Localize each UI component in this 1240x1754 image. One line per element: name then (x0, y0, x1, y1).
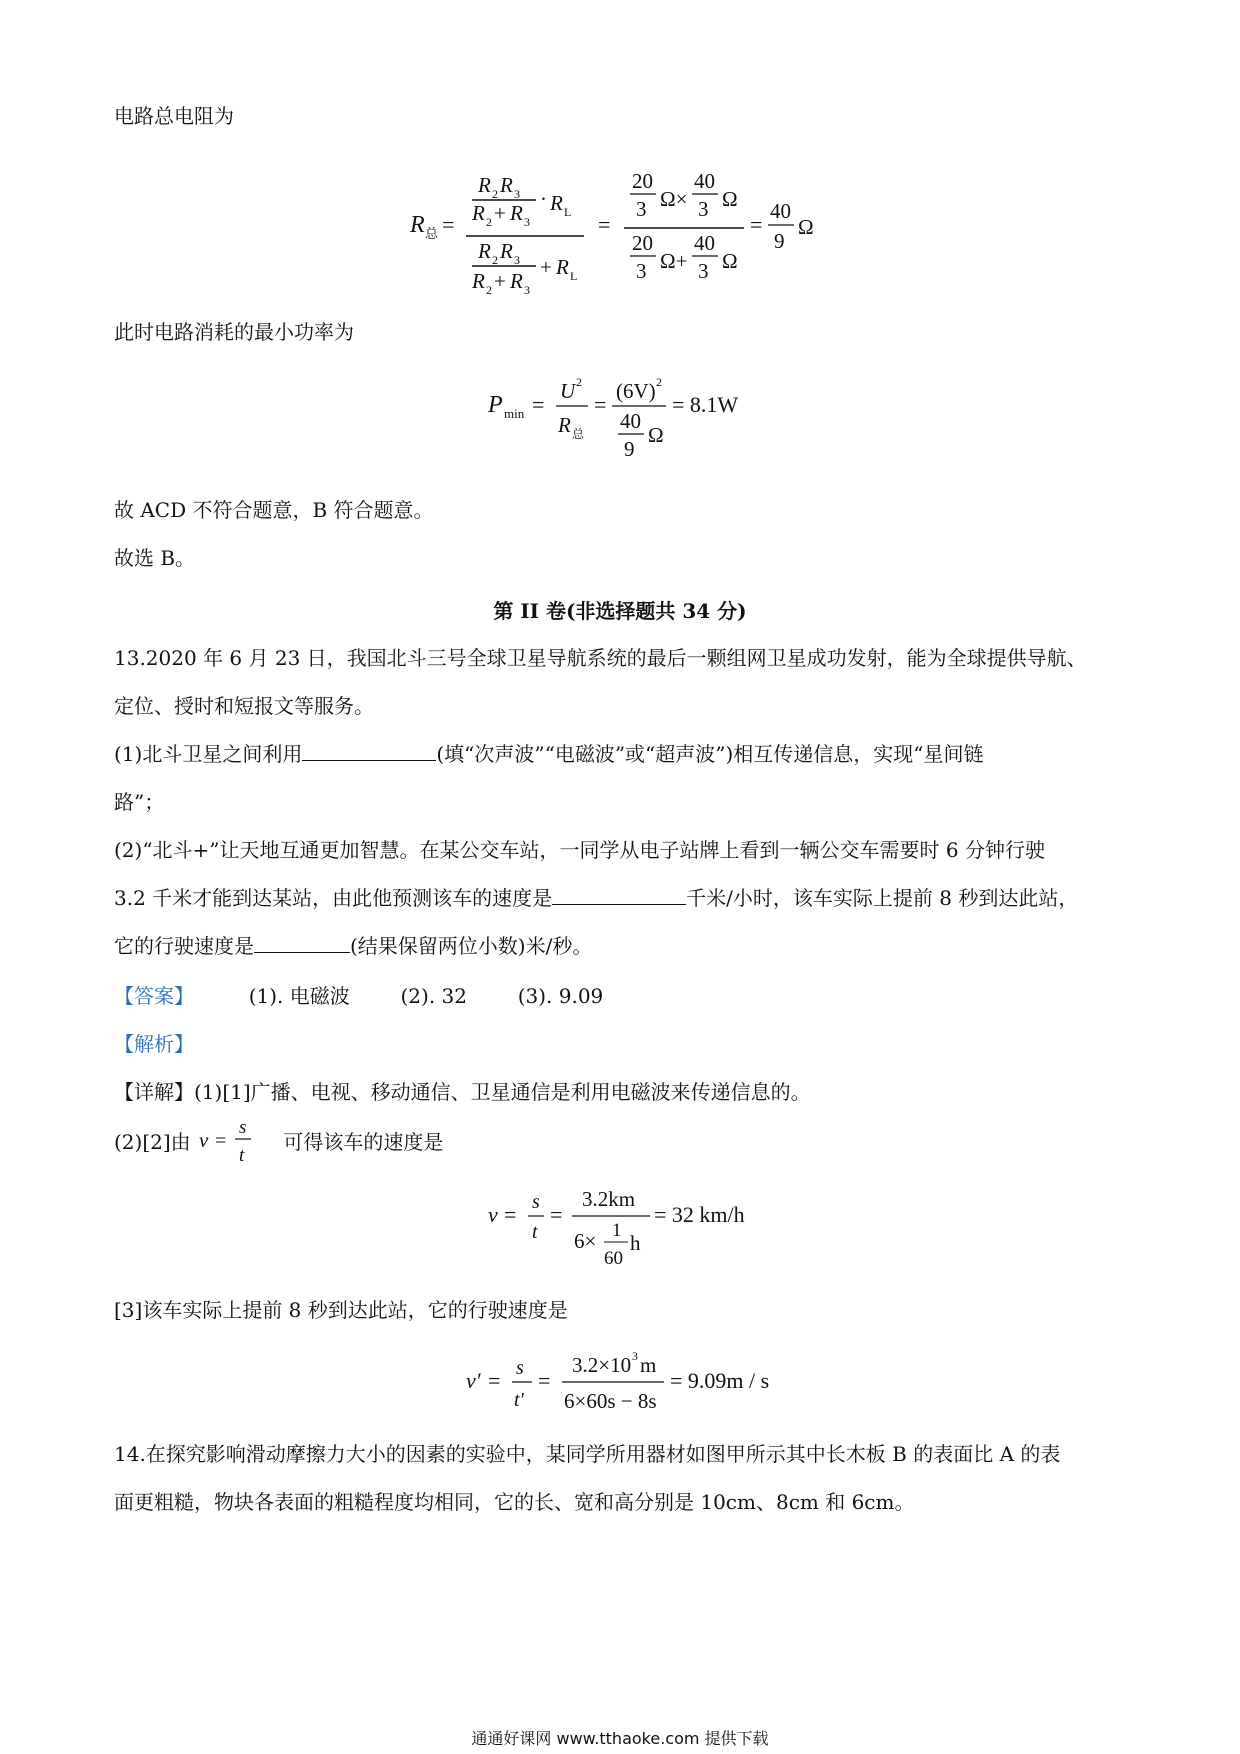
detail-2-text-a: (2)[2]由 (114, 1130, 191, 1154)
svg-text:t: t (239, 1144, 245, 1166)
svg-text:=: = (442, 212, 455, 237)
svg-text:= 32 km/h: = 32 km/h (654, 1202, 745, 1227)
svg-text:R: R (510, 201, 523, 225)
svg-text:6×: 6× (574, 1229, 597, 1253)
svg-text:R: R (500, 239, 513, 263)
formula-min-power (488, 372, 768, 476)
svg-text:v′: v′ (466, 1368, 481, 1393)
svg-text:R: R (472, 201, 485, 225)
svg-text:=: = (594, 392, 607, 417)
svg-text:40: 40 (770, 199, 791, 223)
svg-text:R: R (556, 255, 569, 279)
svg-text:R: R (472, 269, 485, 293)
answer-label: 【答案】 (114, 984, 194, 1008)
svg-text:R: R (550, 191, 563, 215)
q13-intro-a: 13.2020 年 6 月 23 日，我国北斗三号全球卫星导航系统的最后一颗组网卫星成功发射，能为全球提供导航、 (114, 646, 1087, 670)
text-choice: 故选 B。 (114, 546, 196, 570)
svg-text:总: 总 (425, 226, 439, 241)
q14-line-a: 14.在探究影响滑动摩擦力大小的因素的实验中，某同学所用器材如图甲所示其中长木板 B 的表面比 A 的表 (114, 1442, 1061, 1466)
svg-text:=: = (750, 212, 763, 237)
svg-text:40: 40 (620, 409, 641, 433)
svg-text:=: = (532, 392, 545, 417)
inline-formula-v (197, 1116, 277, 1166)
svg-text:=: = (598, 212, 611, 237)
svg-text:L: L (564, 205, 572, 219)
q13-part1-c: 路”； (114, 790, 165, 814)
q13-part2-b (114, 884, 1078, 912)
svg-text:2: 2 (492, 253, 498, 267)
answer-row (114, 982, 603, 1010)
svg-text:Ω×: Ω× (660, 187, 688, 211)
svg-text:R: R (410, 212, 425, 238)
svg-text:3: 3 (698, 197, 709, 221)
detail-label: 【详解】 (114, 1080, 194, 1104)
svg-text:s: s (239, 1116, 247, 1138)
footer-source: 通通好课网 www.tthaoke.com 提供下载 (471, 1729, 769, 1748)
svg-text:U: U (560, 379, 576, 403)
svg-text:=: = (538, 1368, 551, 1393)
svg-text:3: 3 (632, 1349, 638, 1363)
svg-text:60: 60 (604, 1248, 623, 1269)
svg-text:=: = (488, 1368, 501, 1393)
q13-part2-c (114, 932, 592, 960)
svg-text:R: R (478, 239, 491, 263)
svg-text:s: s (516, 1357, 524, 1379)
q13-part2-b-text-1: 3.2 千米才能到达某站，由此他预测该车的速度是 (114, 886, 553, 910)
svg-text:20: 20 (632, 169, 653, 193)
svg-text:=: = (215, 1129, 227, 1152)
svg-text:=: = (504, 1202, 517, 1227)
svg-text:3.2×10: 3.2×10 (572, 1353, 632, 1377)
svg-text:2: 2 (486, 283, 492, 297)
svg-text:h: h (630, 1231, 641, 1255)
svg-text:2: 2 (656, 375, 662, 389)
answer-3: (3). 9.09 (517, 984, 604, 1008)
svg-text:·: · (540, 187, 547, 211)
q13-intro-b: 定位、授时和短报文等服务。 (114, 694, 374, 718)
svg-text:3: 3 (514, 253, 520, 267)
svg-text:1: 1 (612, 1220, 622, 1241)
svg-text:Ω: Ω (722, 187, 738, 211)
svg-text:min: min (504, 406, 525, 421)
svg-text:3: 3 (514, 187, 520, 201)
text-total-resistance: 电路总电阻为 (114, 104, 234, 128)
detail-1: (1)[1]广播、电视、移动通信、卫星通信是利用电磁波来传递信息的。 (194, 1080, 811, 1104)
svg-text:3: 3 (636, 197, 647, 221)
svg-text:2: 2 (492, 187, 498, 201)
svg-text:R: R (500, 173, 513, 197)
svg-text:= 9.09m / s: = 9.09m / s (670, 1368, 770, 1393)
text-min-power: 此时电路消耗的最小功率为 (114, 320, 354, 344)
svg-text:(6V): (6V) (616, 379, 656, 403)
q13-part2-b-text-2: 千米/小时，该车实际上提前 8 秒到达此站， (686, 886, 1079, 910)
svg-text:3: 3 (698, 259, 709, 283)
svg-text:+: + (494, 201, 506, 225)
svg-text:40: 40 (694, 231, 715, 255)
q13-blank-2[interactable] (552, 884, 686, 905)
svg-text:3.2km: 3.2km (582, 1187, 636, 1211)
svg-text:Ω: Ω (722, 249, 738, 273)
svg-text:v: v (488, 1202, 498, 1227)
svg-text:总: 总 (572, 427, 585, 441)
formula-velocity (488, 1186, 788, 1290)
detail-line-2 (114, 1116, 444, 1166)
q13-part2-c-text-1: 它的行驶速度是 (114, 934, 254, 958)
svg-text:Ω+: Ω+ (660, 249, 688, 273)
formula-actual-velocity (466, 1348, 796, 1432)
svg-text:= 8.1W: = 8.1W (672, 392, 739, 417)
svg-text:2: 2 (486, 215, 492, 229)
svg-text:P: P (488, 392, 503, 418)
formula-total-resistance (410, 158, 830, 302)
svg-text:+: + (494, 269, 506, 293)
svg-text:9: 9 (624, 437, 635, 461)
svg-text:+: + (540, 255, 552, 279)
detail-line-1 (114, 1078, 811, 1106)
svg-text:R: R (558, 413, 571, 437)
q13-blank-3[interactable] (254, 932, 350, 953)
answer-2: (2). 32 (400, 984, 467, 1008)
svg-text:Ω: Ω (798, 215, 814, 239)
q13-part1-text-b: (填“次声波”“电磁波”或“超声波”)相互传递信息，实现“星间链 (436, 742, 984, 766)
answer-1: (1). 电磁波 (248, 984, 350, 1008)
analysis-label: 【解析】 (114, 1032, 194, 1056)
q13-blank-1[interactable] (302, 740, 436, 761)
svg-text:3: 3 (524, 283, 530, 297)
svg-text:9: 9 (774, 229, 785, 253)
svg-text:3: 3 (524, 215, 530, 229)
svg-text:s: s (532, 1191, 540, 1213)
svg-text:m: m (640, 1353, 657, 1377)
q14-line-b: 面更粗糙，物块各表面的粗糙程度均相同，它的长、宽和高分别是 10cm、8cm 和 6cm。 (114, 1490, 915, 1514)
svg-text:6×60s − 8s: 6×60s − 8s (564, 1389, 657, 1413)
q13-part2-a: (2)“北斗+”让天地互通更加智慧。在某公交车站，一同学从电子站牌上看到一辆公交车需要时 6 分钟行驶 (114, 838, 1045, 862)
svg-text:t′: t′ (514, 1389, 524, 1411)
svg-text:2: 2 (576, 375, 582, 389)
svg-text:20: 20 (632, 231, 653, 255)
svg-text:t: t (532, 1221, 538, 1243)
svg-text:L: L (570, 269, 578, 283)
svg-text:Ω: Ω (648, 423, 664, 447)
q13-part1-text-a: (1)北斗卫星之间利用 (114, 742, 303, 766)
q13-part2-c-text-2: (结果保留两位小数)米/秒。 (350, 934, 593, 958)
svg-text:R: R (510, 269, 523, 293)
q13-part1 (114, 740, 984, 768)
svg-text:3: 3 (636, 259, 647, 283)
svg-text:v: v (199, 1127, 209, 1152)
text-conclusion: 故 ACD 不符合题意，B 符合题意。 (114, 498, 434, 522)
detail-2-text-b: 可得该车的速度是 (283, 1130, 444, 1154)
section-title: 第 II 卷(非选择题共 34 分) (493, 599, 747, 623)
svg-text:40: 40 (694, 169, 715, 193)
svg-text:R: R (478, 173, 491, 197)
svg-text:=: = (550, 1202, 563, 1227)
detail-line-3: [3]该车实际上提前 8 秒到达此站，它的行驶速度是 (114, 1298, 568, 1322)
